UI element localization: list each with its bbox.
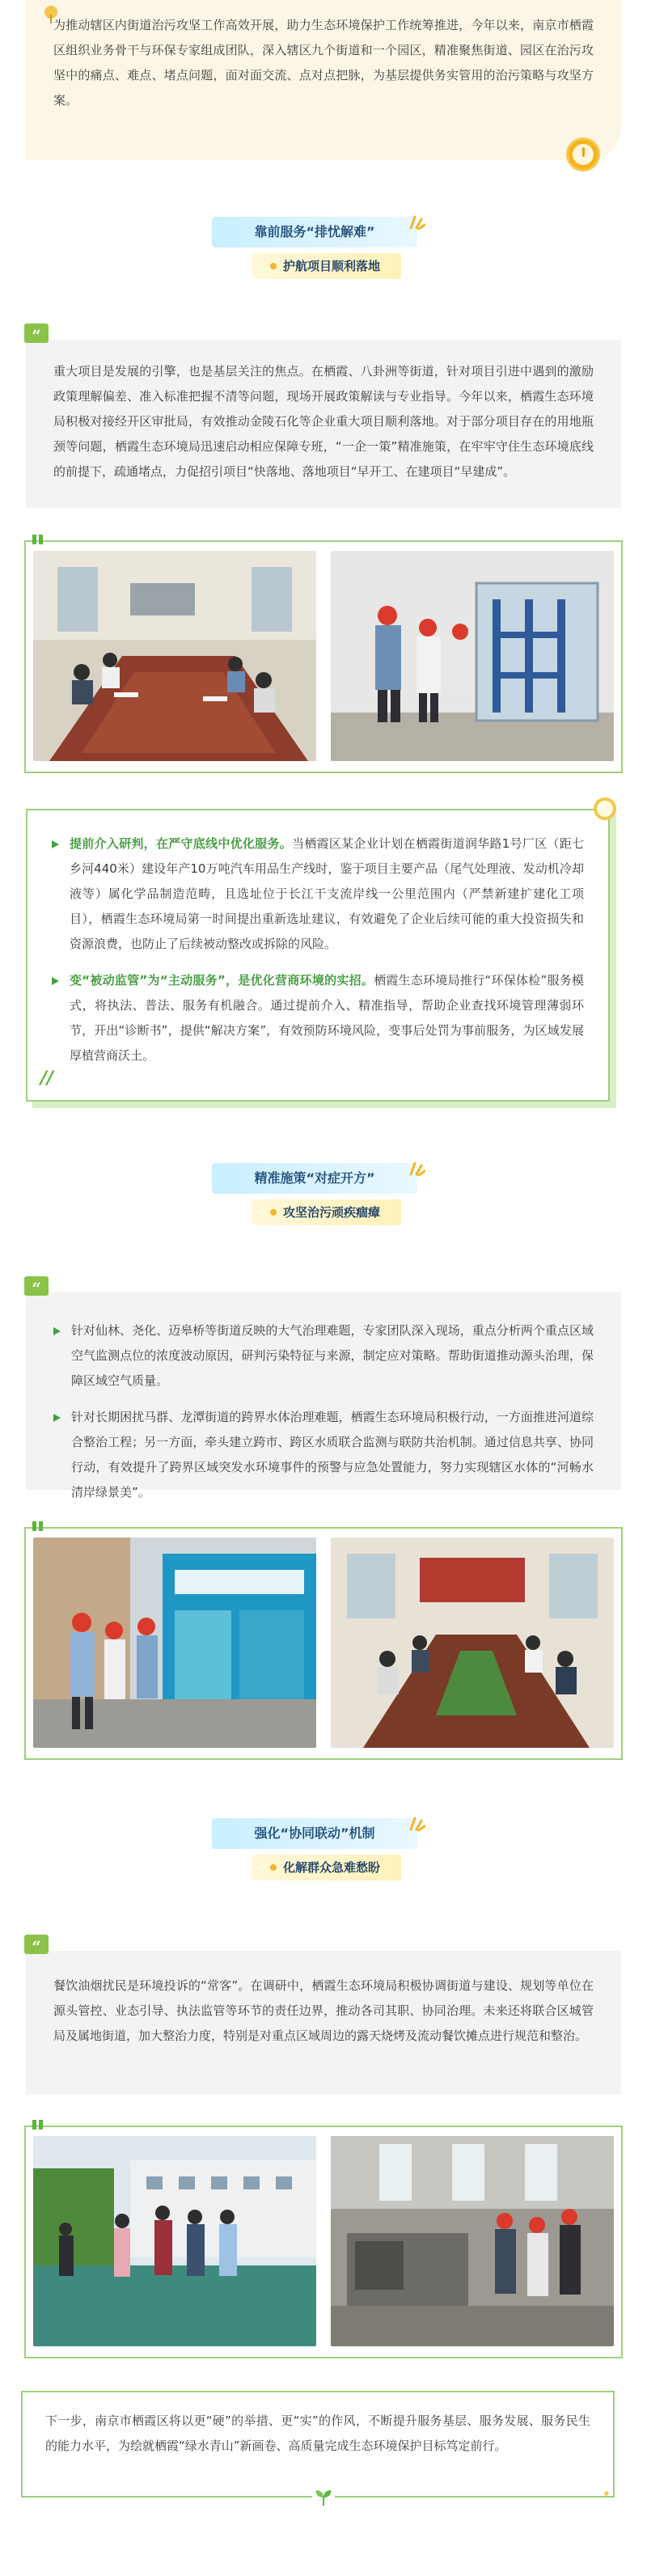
section-3-block — [26, 1937, 621, 2095]
double-slash-icon: // — [40, 1068, 54, 1089]
section-2-subtitle: 攻坚治污顽疾痼瘴 — [252, 1199, 401, 1225]
bullet-text: 针对长期困扰马群、龙潭街道的跨界水体治理难题，栖霞生态环境局积极行动，一方面推进河道综合整治工程；另一方面，牵头建立跨市、跨区水质联合监测与联防共治机制。通过信息共享、协同行动，有效提升了跨界区域突发水环境事件的预警与应急处置能力，努力实现辖区水体的“河畅水清岸绿景美”。 — [71, 1410, 594, 1499]
section-3-subtitle: 化解群众急难愁盼 — [252, 1855, 401, 1880]
dot-icon — [270, 263, 277, 269]
bullet-text: 当栖霞区某企业计划在栖霞街道润华路1号厂区（距七乡河440米）建设年产10万吨汽车用品生产线时，鉴于项目主要产品（尾气处理液、发动机冷却液等）属化学品制造范畴，且选址位于长江干支流岸线一公里范围内（严禁新建扩建化工项目），栖霞生态环境局第一时间提出重新选址建议，有效避免了企业后续可能的重大投资损失和资源浪费，也防止了后续被动整改或拆除的风险。 — [70, 836, 584, 951]
quote-icon: “ — [24, 1276, 49, 1296]
intro-box — [26, 0, 621, 160]
section-1-tag: 靠前服务“排忧解难” — [212, 217, 417, 247]
quote-icon: “ — [24, 1935, 49, 1954]
photo-row-1 — [24, 540, 623, 773]
section-1-subtitle: 护航项目顺利落地 — [252, 253, 401, 279]
closing-text: 下一步，南京市栖霞区将以更“硬”的举措、更“实”的作风，不断提升服务基层、服务发展、服务民生的能力水平，为绘就栖霞“绿水青山”新画卷、高质量完成生态环境保护目标笃定前行。 — [45, 2413, 590, 2453]
bullet-text: 针对仙林、尧化、迈皋桥等街道反映的大气治理难题，专家团队深入现场，重点分析两个重点区域空气监测点位的浓度波动原因，研判污染特征与来源，制定应对策略。帮助街道推动源头治理，保障区域空气质量。 — [71, 1323, 594, 1388]
star-icon: ✦ — [602, 2488, 611, 2501]
section-1-block — [26, 326, 621, 508]
photo-outdoor-court — [33, 2136, 316, 2346]
section-1-paragraph: 重大项目是发展的引擎，也是基层关注的焦点。在栖霞、八卦洲等街道，针对项目引进中遇到的激励政策理解偏差、准入标准把握不清等问题，现场开展政策解读与专业指导。今年以来，栖霞生态环境局积极对接经开区审批局，有效推动金陵石化等企业重大项目顺利落地。对于部分项目存在的用地瓶颈等问题，栖霞生态环境局迅速启动相应保障专班，“一企一策”精准施策，在牢牢守住生态环境底线的前提下，疏通堵点，力促招引项目“快落地、落地项目“早开工、在建项目“早建成”。 — [53, 364, 594, 479]
photo-site-visit — [33, 1538, 316, 1748]
bullet-arrow-icon — [53, 1414, 61, 1422]
section-1-bullets — [26, 809, 610, 1102]
dot-icon — [270, 1209, 277, 1216]
bullet-item — [52, 968, 584, 1068]
section-2-title — [0, 1155, 647, 1236]
photo-factory-hall — [331, 2136, 614, 2346]
pin-icon — [40, 3, 61, 24]
leaf-icon — [312, 2488, 335, 2507]
quote-icon: “ — [24, 324, 49, 343]
bullet-lead: 变“被动监管”为“主动服务”，是优化营商环境的实招。 — [70, 973, 374, 988]
photo-row-2 — [24, 1527, 623, 1760]
closing-box — [21, 2391, 615, 2498]
sparkle-icon — [408, 1160, 425, 1178]
bullet-text: 栖霞生态环境局推行“环保体检”服务模式，将执法、普法、服务有机融合。通过提前介入、精准指导，帮助企业查找环境管理薄弱环节，开出“诊断书”，提供“解决方案”，有效预防环境风险，变事后处罚为事前服务，为区域发展厚植营商沃土。 — [70, 973, 585, 1063]
magnifier-icon — [594, 797, 616, 820]
bullet-arrow-icon — [53, 1327, 61, 1335]
bullet-lead: 提前介入研判，在严守底线中优化服务。 — [70, 836, 293, 851]
photo-row-3 — [24, 2126, 623, 2358]
photo-lab-inspection — [331, 551, 614, 761]
sparkle-icon — [408, 214, 425, 231]
bullet-item — [53, 1318, 594, 1394]
section-1-title — [0, 209, 647, 290]
section-2-tag: 精准施策“对症开方” — [212, 1163, 417, 1194]
dot-icon — [270, 1864, 277, 1871]
section-2-block — [26, 1279, 621, 1499]
photo-meeting-room — [33, 551, 316, 761]
sparkle-icon — [408, 1815, 425, 1833]
intro-text: 为推动辖区内街道治污攻坚工作高效开展，助力生态环境保护工作统筹推进，今年以来，南京市栖霞区组织业务骨干与环保专家组成团队，深入辖区九个街道和一个园区，精准聚焦街道、园区在治污攻坚中的痛点、难点、堵点问题，面对面交流、点对点把脉，为基层提供务实管用的治污策略与攻坚方案。 — [53, 18, 594, 108]
photo-conference — [331, 1538, 614, 1748]
bullet-arrow-icon — [52, 840, 59, 848]
section-3-title — [0, 1810, 647, 1891]
section-3-tag: 强化“协同联动”机制 — [212, 1818, 417, 1849]
bullet-item — [53, 1405, 594, 1505]
bullet-item — [52, 831, 584, 957]
clock-icon — [566, 137, 600, 171]
section-3-paragraph: 餐饮油烟扰民是环境投诉的“常客”。在调研中，栖霞生态环境局积极协调街道与建设、规划等单位在源头管控、业态引导、执法监管等环节的责任边界，推动各司其职、协同治理。未来还将联合区城管局及属地街道，加大整治力度，特别是对重点区域周边的露天烧烤及流动餐饮摊点进行规范和整治。 — [53, 1978, 594, 2043]
bullet-arrow-icon — [52, 977, 59, 985]
